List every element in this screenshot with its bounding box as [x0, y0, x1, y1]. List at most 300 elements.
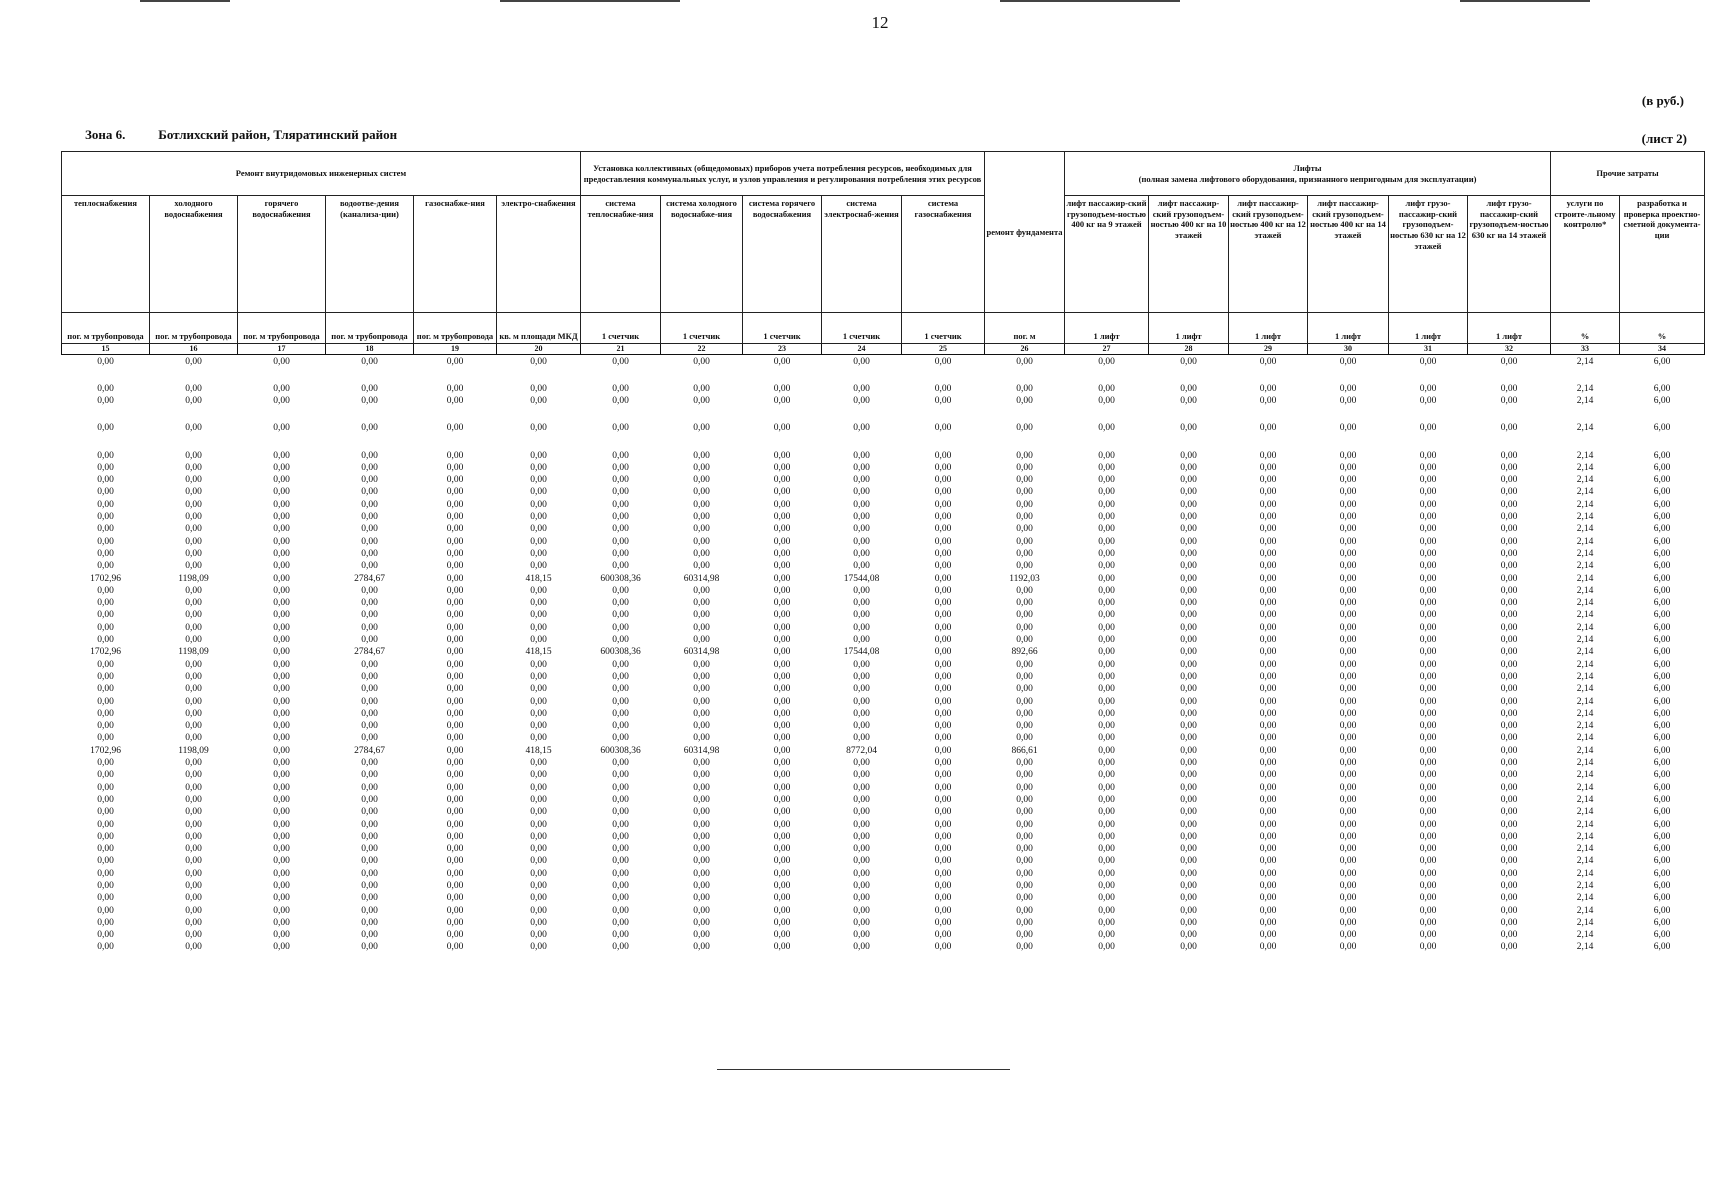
table-cell: 0,00: [1339, 856, 1357, 867]
table-cell: 0,00: [273, 844, 290, 855]
table-cell: 0,00: [446, 758, 464, 769]
table-cell: 0,00: [693, 356, 710, 367]
table-cell: 0,00: [273, 708, 290, 719]
table-cell: 0,00: [1180, 573, 1197, 584]
table-cell: 6,00: [1653, 917, 1671, 928]
table-cell: 0,00: [273, 831, 290, 842]
table-cell: 0,00: [1098, 450, 1115, 461]
table-cell: 0,00: [97, 844, 114, 855]
table-cell: 0,00: [185, 548, 202, 559]
table-cell: 0,00: [1419, 930, 1437, 941]
column-number-23: 23: [743, 344, 822, 355]
table-cell: 0,00: [853, 622, 870, 633]
table-cell: 0,00: [934, 733, 952, 744]
table-cell: 0,00: [693, 708, 710, 719]
table-cell: 0,00: [773, 499, 791, 510]
table-cell: 0,00: [1419, 905, 1437, 916]
table-cell: 0,00: [612, 622, 629, 633]
table-cell: 0,00: [1500, 880, 1518, 891]
table-cell: 0,00: [1180, 610, 1197, 621]
table-cell: 0,00: [97, 930, 114, 941]
column-number-17: 17: [238, 344, 326, 355]
column-number-22: 22: [661, 344, 743, 355]
column-header-33: услуги по строите-льному контролю*: [1551, 196, 1620, 313]
table-cell: 0,00: [612, 598, 629, 609]
table-cell: 0,00: [773, 758, 791, 769]
table-cell: 0,00: [1180, 831, 1197, 842]
table-row: [62, 511, 1705, 523]
table-cell: 0,00: [773, 635, 791, 646]
table-cell: 0,00: [934, 868, 952, 879]
table-cell: 0,00: [97, 659, 114, 670]
table-cell: 0,00: [361, 622, 378, 633]
column-unit-24: 1 счетчик: [822, 313, 902, 344]
table-cell: 0,00: [446, 499, 464, 510]
table-cell: 0,00: [693, 450, 710, 461]
table-cell: 0,00: [1339, 831, 1357, 842]
table-cell: 0,00: [693, 671, 710, 682]
table-cell: 0,00: [530, 536, 547, 547]
table-cell: 0,00: [97, 905, 114, 916]
column-header-28: лифт пассажир-ский грузоподъем-ностью 400 кг на 10 этажей: [1149, 196, 1229, 313]
table-cell: 0,00: [1419, 548, 1437, 559]
table-cell: 0,00: [185, 942, 202, 953]
table-cell: 0,00: [530, 708, 547, 719]
table-cell: 0,00: [1259, 758, 1277, 769]
table-cell: 0,00: [612, 499, 629, 510]
table-cell: 0,00: [530, 598, 547, 609]
table-cell: 0,00: [1500, 942, 1518, 953]
table-cell: 0,00: [1259, 770, 1277, 781]
table-cell: 0,00: [530, 905, 547, 916]
table-cell: 0,00: [1500, 930, 1518, 941]
table-cell: 0,00: [1500, 807, 1518, 818]
table-cell: 0,00: [773, 770, 791, 781]
table-cell: 0,00: [612, 905, 629, 916]
table-cell: 0,00: [853, 684, 870, 695]
column-unit-31: 1 лифт: [1389, 313, 1468, 344]
table-cell: 0,00: [446, 585, 464, 596]
table-cell: 0,00: [446, 356, 464, 367]
table-cell: 0,00: [1419, 487, 1437, 498]
table-cell: 1198,09: [178, 647, 209, 658]
table-cell: 2,14: [1576, 462, 1594, 473]
column-number-25: 25: [902, 344, 985, 355]
table-cell: 0,00: [530, 831, 547, 842]
table-cell: 0,00: [853, 356, 870, 367]
table-cell: 0,00: [1500, 856, 1518, 867]
table-cell: 0,00: [446, 622, 464, 633]
table-cell: 0,00: [361, 561, 378, 572]
table-cell: 0,00: [273, 356, 290, 367]
table-cell: 6,00: [1653, 856, 1671, 867]
table-cell: 0,00: [934, 745, 952, 756]
table-row: [62, 560, 1705, 572]
table-cell: 6,00: [1653, 770, 1671, 781]
table-cell: 0,00: [1339, 868, 1357, 879]
table-cell: 0,00: [1016, 396, 1033, 407]
table-cell: 0,00: [1016, 819, 1033, 830]
table-cell: 0,00: [1098, 573, 1115, 584]
column-number-15: 15: [62, 344, 150, 355]
column-unit-18: пог. м трубопровода: [326, 313, 414, 344]
table-cell: 0,00: [1180, 807, 1197, 818]
table-cell: 0,00: [361, 905, 378, 916]
column-header-22: система холодного водоснабже-ния: [661, 196, 743, 313]
table-cell: 0,00: [1259, 844, 1277, 855]
table-cell: 0,00: [1016, 942, 1033, 953]
table-cell: 0,00: [1016, 708, 1033, 719]
table-cell: 0,00: [97, 733, 114, 744]
table-cell: 0,00: [1339, 770, 1357, 781]
table-cell: 0,00: [185, 807, 202, 818]
table-cell: 0,00: [1419, 622, 1437, 633]
table-cell: 0,00: [1339, 733, 1357, 744]
table-cell: 0,00: [853, 462, 870, 473]
table-cell: 0,00: [1016, 782, 1033, 793]
table-cell: 0,00: [693, 721, 710, 732]
table-cell: 0,00: [273, 384, 290, 394]
table-cell: 0,00: [1500, 917, 1518, 928]
column-number-16: 16: [150, 344, 238, 355]
table-cell: 0,00: [612, 733, 629, 744]
table-cell: 0,00: [1419, 917, 1437, 928]
table-cell: 2,14: [1576, 499, 1594, 510]
table-cell: 0,00: [1016, 671, 1033, 682]
table-cell: 0,00: [1180, 585, 1197, 596]
table-cell: 0,00: [1419, 610, 1437, 621]
table-cell: 0,00: [1259, 487, 1277, 498]
table-cell: 0,00: [773, 423, 791, 434]
table-cell: 0,00: [1419, 671, 1437, 682]
table-cell: 0,00: [853, 450, 870, 461]
table-cell: 2,14: [1576, 880, 1594, 891]
table-row: [62, 450, 1705, 462]
table-cell: 0,00: [1259, 782, 1277, 793]
table-cell: 0,00: [1016, 610, 1033, 621]
table-cell: 6,00: [1653, 462, 1671, 473]
scan-edge-mark: [500, 0, 680, 2]
table-cell: 0,00: [1259, 733, 1277, 744]
scan-edge-mark: [140, 0, 230, 2]
table-cell: 0,00: [530, 396, 547, 407]
table-cell: 0,00: [361, 524, 378, 535]
table-cell: 0,00: [693, 930, 710, 941]
table-cell: 0,00: [1259, 585, 1277, 596]
table-cell: 0,00: [612, 807, 629, 818]
table-cell: 0,00: [934, 893, 952, 904]
table-cell: 0,00: [361, 880, 378, 891]
table-cell: 0,00: [853, 487, 870, 498]
table-cell: 0,00: [853, 856, 870, 867]
table-cell: 0,00: [1500, 622, 1518, 633]
table-cell: 0,00: [1180, 880, 1197, 891]
table-cell: 0,00: [1098, 536, 1115, 547]
table-cell: 0,00: [185, 844, 202, 855]
table-cell: 17544,08: [843, 647, 880, 658]
column-unit-17: пог. м трубопровода: [238, 313, 326, 344]
table-cell: 0,00: [934, 647, 952, 658]
table-cell: 0,00: [361, 423, 378, 434]
column-header-23: система горячего водоснабжения: [743, 196, 822, 313]
table-row: [62, 355, 1705, 370]
table-cell: 0,00: [1098, 794, 1115, 805]
table-cell: 0,00: [853, 807, 870, 818]
table-cell: 0,00: [1180, 844, 1197, 855]
table-cell: 0,00: [1180, 905, 1197, 916]
table-cell: 2,14: [1576, 384, 1594, 394]
table-cell: 2,14: [1576, 659, 1594, 670]
table-cell: 0,00: [1259, 499, 1277, 510]
table-cell: 0,00: [1098, 733, 1115, 744]
table-cell: 0,00: [1098, 598, 1115, 609]
table-cell: 0,00: [185, 893, 202, 904]
table-row: [62, 548, 1705, 560]
table-cell: 0,00: [1098, 758, 1115, 769]
table-cell: 0,00: [1500, 893, 1518, 904]
table-cell: 0,00: [934, 396, 952, 407]
table-cell: 0,00: [446, 856, 464, 867]
table-cell: 0,00: [1098, 487, 1115, 498]
column-unit-19: пог. м трубопровода: [414, 313, 497, 344]
table-cell: 0,00: [446, 671, 464, 682]
table-cell: 0,00: [773, 585, 791, 596]
table-cell: 0,00: [1500, 499, 1518, 510]
table-cell: 0,00: [185, 475, 202, 486]
table-cell: 0,00: [693, 782, 710, 793]
table-cell: 0,00: [1098, 462, 1115, 473]
table-cell: 0,00: [693, 548, 710, 559]
table-cell: 0,00: [1500, 733, 1518, 744]
table-cell: 0,00: [1339, 807, 1357, 818]
table-cell: 2,14: [1576, 536, 1594, 547]
table-cell: 0,00: [446, 536, 464, 547]
table-cell: 0,00: [693, 880, 710, 891]
table-cell: 0,00: [934, 856, 952, 867]
table-cell: 0,00: [446, 573, 464, 584]
table-cell: 2784,67: [354, 647, 385, 658]
column-unit-29: 1 лифт: [1229, 313, 1308, 344]
table-cell: 0,00: [693, 807, 710, 818]
table-row: [62, 843, 1705, 855]
table-cell: 0,00: [1419, 942, 1437, 953]
table-cell: 2,14: [1576, 561, 1594, 572]
table-cell: 0,00: [853, 930, 870, 941]
table-cell: 6,00: [1653, 733, 1671, 744]
table-cell: 0,00: [773, 807, 791, 818]
table-cell: 0,00: [1180, 794, 1197, 805]
table-cell: 6,00: [1653, 659, 1671, 670]
table-cell: 0,00: [530, 548, 547, 559]
table-cell: 0,00: [1339, 794, 1357, 805]
table-cell: 0,00: [361, 721, 378, 732]
table-row: [62, 395, 1705, 407]
table-cell: 0,00: [1419, 561, 1437, 572]
table-cell: 6,00: [1653, 499, 1671, 510]
table-cell: 0,00: [853, 512, 870, 523]
table-cell: 2,14: [1576, 708, 1594, 719]
column-header-32: лифт грузо-пассажир-ский грузоподъем-ностью 630 кг на 14 этажей: [1468, 196, 1551, 313]
table-cell: 0,00: [1500, 423, 1518, 434]
table-cell: 0,00: [1500, 487, 1518, 498]
table-cell: 0,00: [97, 868, 114, 879]
table-cell: 600308,36: [600, 647, 641, 658]
table-row: [62, 831, 1705, 843]
table-cell: 0,00: [1180, 893, 1197, 904]
table-cell: 0,00: [185, 384, 202, 394]
table-cell: 0,00: [185, 708, 202, 719]
table-cell: 0,00: [693, 524, 710, 535]
table-cell: 0,00: [1180, 819, 1197, 830]
table-cell: 2,14: [1576, 819, 1594, 830]
table-cell: 0,00: [934, 512, 952, 523]
table-cell: 2,14: [1576, 610, 1594, 621]
table-cell: 1198,09: [178, 573, 209, 584]
table-cell: 0,00: [1500, 659, 1518, 670]
column-header-29: лифт пассажир-ский грузоподъем-ностью 400 кг на 12 этажей: [1229, 196, 1308, 313]
table-cell: 6,00: [1653, 880, 1671, 891]
table-cell: 0,00: [612, 462, 629, 473]
table-cell: 0,00: [1500, 598, 1518, 609]
table-cell: 6,00: [1653, 745, 1671, 756]
table-cell: 2,14: [1576, 475, 1594, 486]
table-cell: 0,00: [1098, 671, 1115, 682]
table-row: [62, 917, 1705, 929]
table-cell: 0,00: [612, 450, 629, 461]
column-number-27: 27: [1065, 344, 1149, 355]
table-cell: 0,00: [1500, 868, 1518, 879]
table-cell: 0,00: [361, 758, 378, 769]
table-cell: 0,00: [773, 512, 791, 523]
table-cell: 6,00: [1653, 450, 1671, 461]
table-cell: 0,00: [530, 942, 547, 953]
table-cell: 0,00: [1419, 512, 1437, 523]
table-cell: 0,00: [1098, 942, 1115, 953]
table-cell: 2,14: [1576, 794, 1594, 805]
table-cell: 0,00: [185, 831, 202, 842]
table-cell: 0,00: [1180, 356, 1197, 367]
table-cell: 0,00: [273, 942, 290, 953]
table-cell: 0,00: [97, 708, 114, 719]
table-cell: 0,00: [1419, 782, 1437, 793]
table-cell: 0,00: [773, 659, 791, 670]
table-cell: 0,00: [693, 487, 710, 498]
table-cell: 0,00: [1339, 512, 1357, 523]
table-cell: 0,00: [273, 880, 290, 891]
column-header-15: теплоснабжения: [62, 196, 150, 313]
table-cell: 0,00: [934, 794, 952, 805]
table-row: [62, 462, 1705, 474]
table-cell: 0,00: [612, 423, 629, 434]
table-cell: 0,00: [446, 561, 464, 572]
table-cell: 0,00: [273, 659, 290, 670]
table-cell: 0,00: [1180, 423, 1197, 434]
table-cell: 0,00: [1259, 450, 1277, 461]
table-cell: 0,00: [1339, 423, 1357, 434]
table-cell: 0,00: [934, 356, 952, 367]
table-cell: 0,00: [273, 770, 290, 781]
table-cell: 0,00: [773, 930, 791, 941]
table-cell: 2,14: [1576, 745, 1594, 756]
table-cell: 0,00: [853, 880, 870, 891]
table-cell: 0,00: [1016, 856, 1033, 867]
table-cell: 0,00: [1500, 708, 1518, 719]
table-cell: 2,14: [1576, 770, 1594, 781]
column-unit-33: %: [1551, 313, 1620, 344]
table-cell: 0,00: [446, 782, 464, 793]
table-cell: 0,00: [1419, 450, 1437, 461]
table-cell: 0,00: [530, 423, 547, 434]
table-cell: 0,00: [530, 610, 547, 621]
table-cell: 6,00: [1653, 930, 1671, 941]
table-cell: 0,00: [773, 671, 791, 682]
table-cell: 0,00: [853, 917, 870, 928]
column-header-16: холодного водоснабжения: [150, 196, 238, 313]
table-cell: 0,00: [361, 499, 378, 510]
table-row: [62, 634, 1705, 646]
column-number-24: 24: [822, 344, 902, 355]
table-cell: 0,00: [1419, 384, 1437, 394]
table-cell: 6,00: [1653, 524, 1671, 535]
table-cell: 0,00: [1180, 487, 1197, 498]
table-cell: 0,00: [1098, 917, 1115, 928]
table-cell: 0,00: [1259, 356, 1277, 367]
table-cell: 0,00: [530, 930, 547, 941]
table-cell: 0,00: [693, 917, 710, 928]
table-cell: 0,00: [97, 831, 114, 842]
table-cell: 0,00: [773, 536, 791, 547]
table-cell: 0,00: [361, 356, 378, 367]
table-cell: 6,00: [1653, 831, 1671, 842]
table-cell: 0,00: [530, 917, 547, 928]
table-cell: 0,00: [773, 696, 791, 707]
table-row: [62, 585, 1705, 597]
table-cell: 0,00: [1419, 536, 1437, 547]
table-cell: 0,00: [1180, 942, 1197, 953]
table-cell: 0,00: [1180, 524, 1197, 535]
table-cell: 0,00: [1098, 721, 1115, 732]
table-cell: 0,00: [446, 844, 464, 855]
row-spacer: [62, 369, 1705, 383]
table-cell: 0,00: [1016, 868, 1033, 879]
table-cell: 418,15: [525, 573, 552, 584]
table-cell: 0,00: [97, 396, 114, 407]
table-cell: 0,00: [361, 708, 378, 719]
table-cell: 0,00: [97, 635, 114, 646]
table-cell: 0,00: [1339, 782, 1357, 793]
table-cell: 0,00: [693, 684, 710, 695]
table-cell: 0,00: [1339, 905, 1357, 916]
table-cell: 0,00: [185, 450, 202, 461]
table-cell: 0,00: [273, 598, 290, 609]
table-cell: 2,14: [1576, 524, 1594, 535]
table-cell: 0,00: [773, 524, 791, 535]
table-cell: 0,00: [361, 770, 378, 781]
table-cell: 0,00: [1098, 856, 1115, 867]
table-cell: 0,00: [97, 462, 114, 473]
table-cell: 2,14: [1576, 356, 1594, 367]
table-cell: 0,00: [853, 548, 870, 559]
table-cell: 0,00: [1016, 917, 1033, 928]
table-cell: 0,00: [446, 396, 464, 407]
table-cell: 0,00: [1098, 512, 1115, 523]
table-cell: 0,00: [273, 450, 290, 461]
table-cell: 0,00: [1259, 721, 1277, 732]
table-cell: 0,00: [530, 384, 547, 394]
table-cell: 0,00: [853, 635, 870, 646]
table-cell: 0,00: [1180, 396, 1197, 407]
column-number-19: 19: [414, 344, 497, 355]
